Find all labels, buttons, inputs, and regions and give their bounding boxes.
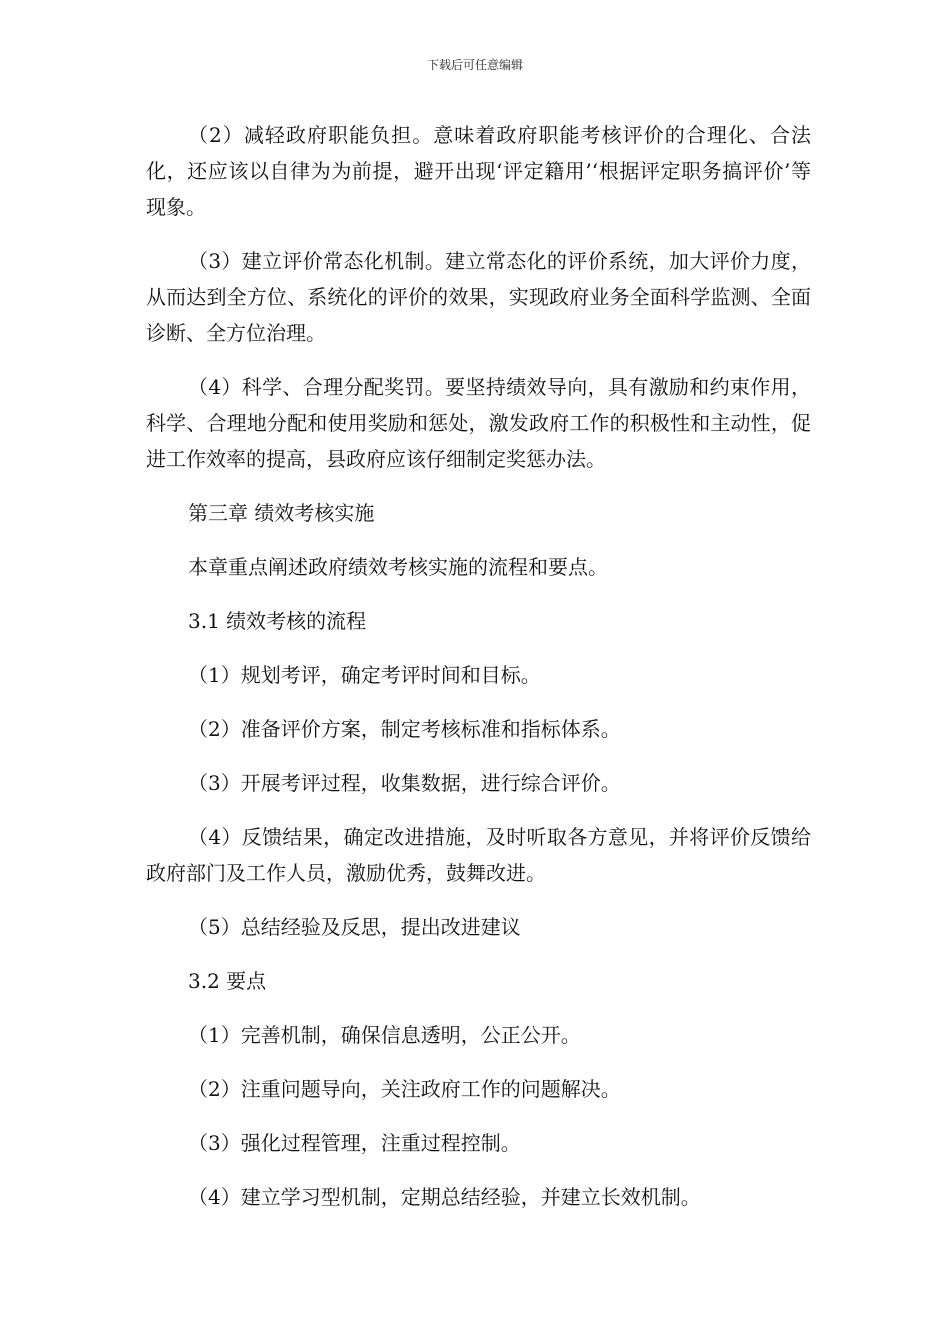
paragraph-normalized-mechanism: （3）建立评价常态化机制。建立常态化的评价系统，加大评价力度，从而达到全方位、系统化的评价的效果，实现政府业务全面科学监测、全面诊断、全方位治理。 <box>146 249 811 345</box>
process-step-3: （3）开展考评过程，收集数据，进行综合评价。 <box>188 771 621 795</box>
chapter-intro: 本章重点阐述政府绩效考核实施的流程和要点。 <box>188 555 608 579</box>
key-point-1: （1）完善机制，确保信息透明，公正公开。 <box>188 1023 581 1047</box>
document-body <box>146 117 811 1215</box>
section-heading-key-points: 3.2 要点 <box>188 969 267 993</box>
key-point-3: （3）强化过程管理，注重过程控制。 <box>188 1131 521 1155</box>
paragraph-rewards-penalties: （4）科学、合理分配奖罚。要坚持绩效导向，具有激励和约束作用，科学、合理地分配和使用奖励和惩处，激发政府工作的积极性和主动性，促进工作效率的提高，县政府应该仔细制定奖惩办法。 <box>146 375 811 471</box>
chapter-heading: 第三章 绩效考核实施 <box>188 501 375 525</box>
key-point-2: （2）注重问题导向，关注政府工作的问题解决。 <box>188 1077 621 1101</box>
process-step-2: （2）准备评价方案，制定考核标准和指标体系。 <box>188 717 621 741</box>
page-header-note: 下载后可任意编辑 <box>426 58 523 72</box>
section-heading-process: 3.1 绩效考核的流程 <box>188 609 367 633</box>
process-step-4: （4）反馈结果，确定改进措施，及时听取各方意见，并将评价反馈给政府部门及工作人员，激励优秀，鼓舞改进。 <box>146 825 811 885</box>
process-step-1: （1）规划考评，确定考评时间和目标。 <box>188 663 541 687</box>
process-step-5: （5）总结经验及反思，提出改进建议 <box>188 915 521 939</box>
key-point-4: （4）建立学习型机制，定期总结经验，并建立长效机制。 <box>188 1185 701 1209</box>
paragraph-reduce-burden: （2）减轻政府职能负担。意味着政府职能考核评价的合理化、合法化，还应该以自律为为前提，避开出现‘评定籍用’‘根据评定职务搞评价’等现象。 <box>146 123 811 219</box>
